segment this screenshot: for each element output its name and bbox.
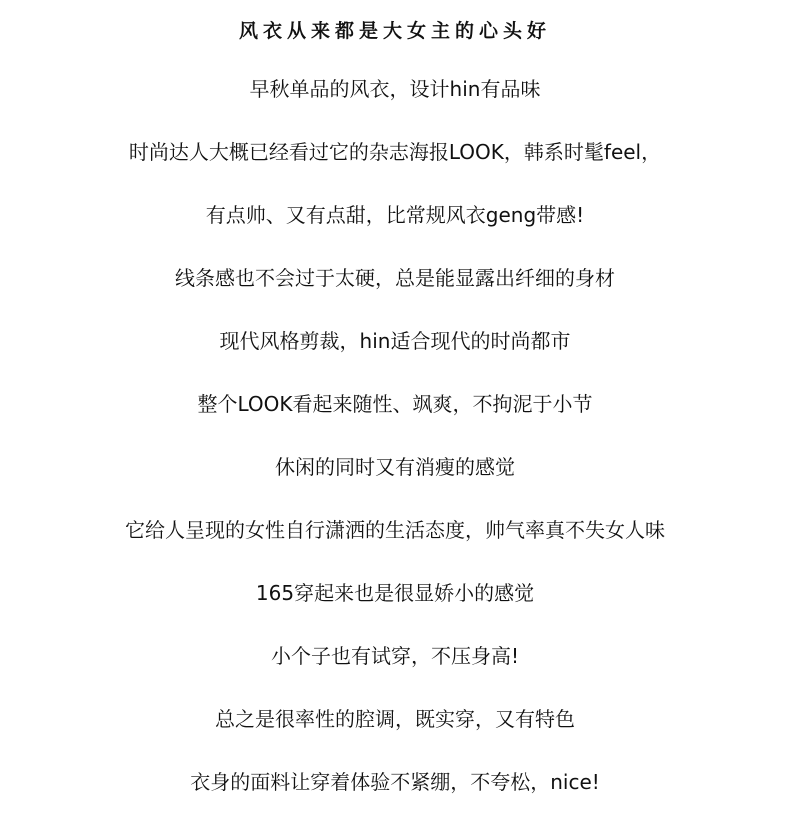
body-line: 有点帅、又有点甜，比常规风衣geng带感! (205, 203, 585, 227)
body-line: 时尚达人大概已经看过它的杂志海报LOOK，韩系时髦feel， (128, 140, 662, 164)
body-line: 线条感也不会过于太硬，总是能显露出纤细的身材 (175, 266, 615, 290)
body-line: 整个LOOK看起来随性、飒爽，不拘泥于小节 (197, 392, 593, 416)
body-line: 165穿起来也是很显娇小的感觉 (255, 581, 535, 605)
body-line: 现代风格剪裁，hin适合现代的时尚都市 (219, 329, 571, 353)
body-line: 小个子也有试穿，不压身高! (270, 644, 520, 668)
body-line: 衣身的面料让穿着体验不紧绷，不夸松，nice! (190, 770, 600, 794)
article-title: 风衣从来都是大女主的心头好 (238, 20, 551, 42)
body-line: 总之是很率性的腔调，既实穿，又有特色 (215, 707, 575, 731)
body-line: 它给人呈现的女性自行潇洒的生活态度，帅气率真不失女人味 (125, 518, 665, 542)
body-line: 休闲的同时又有消瘦的感觉 (275, 455, 515, 479)
article-body (0, 72, 790, 828)
body-line: 早秋单品的风衣，设计hin有品味 (249, 77, 541, 101)
